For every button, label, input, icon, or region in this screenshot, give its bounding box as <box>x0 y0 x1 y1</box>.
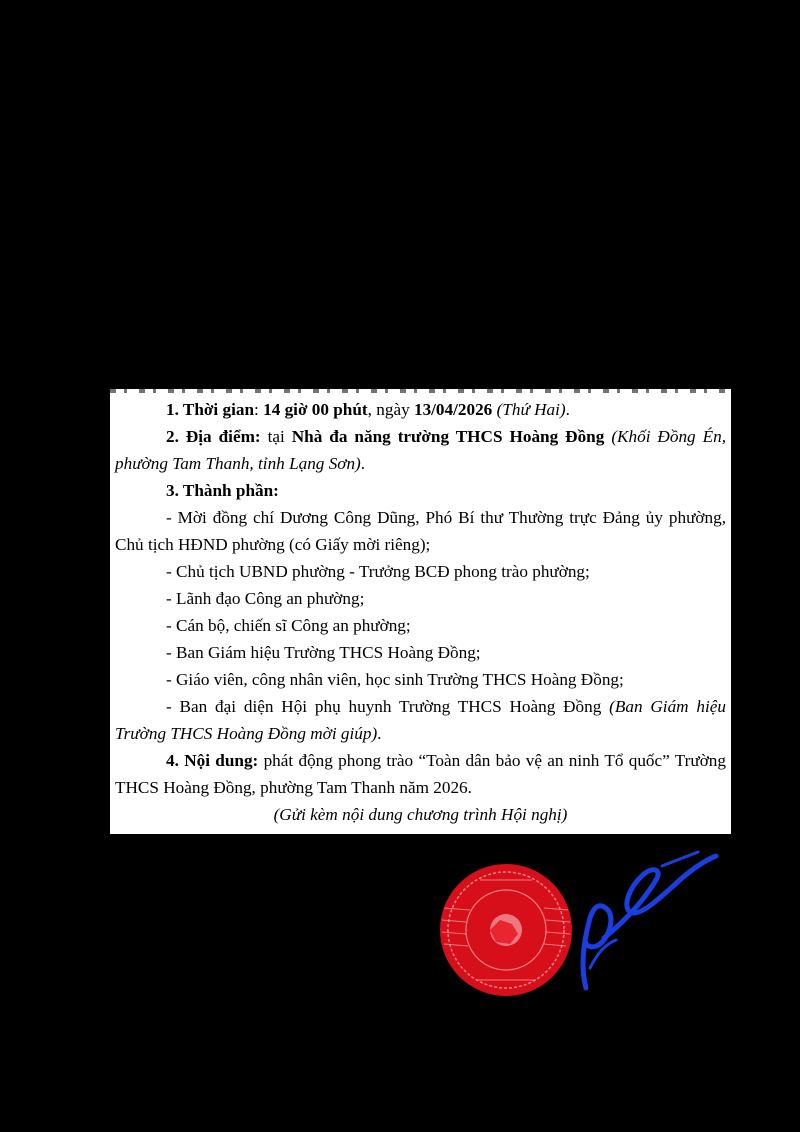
time-end: . <box>565 400 570 419</box>
time-colon: : <box>254 400 264 419</box>
participants-heading: 3. Thành phần: <box>166 481 279 500</box>
closing-line: Trân trọng kính mời các thành phần tham dự đúng thời gian, địa điểm./. <box>166 832 659 851</box>
torn-edge-divider <box>110 389 731 393</box>
participant-item: - Lãnh đạo Công an phường; <box>166 589 365 608</box>
participant-item-last <box>115 693 726 747</box>
location-place: Nhà đa năng trường THCS Hoàng Đồng <box>291 427 605 446</box>
participant-item: - Chủ tịch UBND phường - Trưởng BCĐ phong trào phường; <box>166 562 590 581</box>
participant-last-text: - Ban đại diện Hội phụ huynh Trường THCS Hoàng Đồng <box>166 697 610 716</box>
time-value: 14 giờ 00 phút <box>263 400 368 419</box>
location-paragraph <box>115 423 726 477</box>
content-paragraph <box>115 747 726 801</box>
date-value: 13/04/2026 <box>413 400 493 419</box>
weekday: (Thứ Hai) <box>496 400 566 419</box>
participant-item: - Mời đồng chí Dương Công Dũng, Phó Bí thư Thường trực Đảng ủy phường, Chủ tịch HĐND phường (có Giấy mời riêng); <box>115 508 726 554</box>
content-label: 4. Nội dung: <box>166 751 259 770</box>
participant-item: - Cán bộ, chiến sĩ Công an phường; <box>166 616 411 635</box>
participant-item: - Giáo viên, công nhân viên, học sinh Trường THCS Hoàng Đồng; <box>166 670 624 689</box>
blue-signature <box>583 852 716 988</box>
red-seal <box>440 864 572 996</box>
location-label: 2. Địa điểm: <box>166 427 261 446</box>
content-text: phát động phong trào “Toàn dân bảo vệ an ninh Tổ quốc” Trường THCS Hoàng Đồng, phường Tam Thanh năm 2026. <box>115 751 726 797</box>
official-seal-icon <box>430 848 730 998</box>
location-prefix: tại <box>260 427 292 446</box>
participant-last-note: (Ban Giám hiệu Trường THCS Hoàng Đồng mời giúp) <box>115 697 726 743</box>
attachment-note: (Gửi kèm nội dung chương trình Hội nghị) <box>273 805 568 824</box>
participant-item: - Ban Giám hiệu Trường THCS Hoàng Đồng; <box>166 643 481 662</box>
location-end: . <box>360 454 366 473</box>
document-body <box>115 396 726 855</box>
stamp-signature-area <box>430 848 730 998</box>
document-panel <box>110 389 731 851</box>
participant-last-end: . <box>377 724 382 743</box>
location-address: (Khối Đồng Én, phường Tam Thanh, tỉnh Lạng Sơn) <box>115 427 726 473</box>
time-paragraph <box>115 396 726 423</box>
time-label: 1. Thời gian <box>166 400 255 419</box>
date-prefix: , ngày <box>367 400 414 419</box>
